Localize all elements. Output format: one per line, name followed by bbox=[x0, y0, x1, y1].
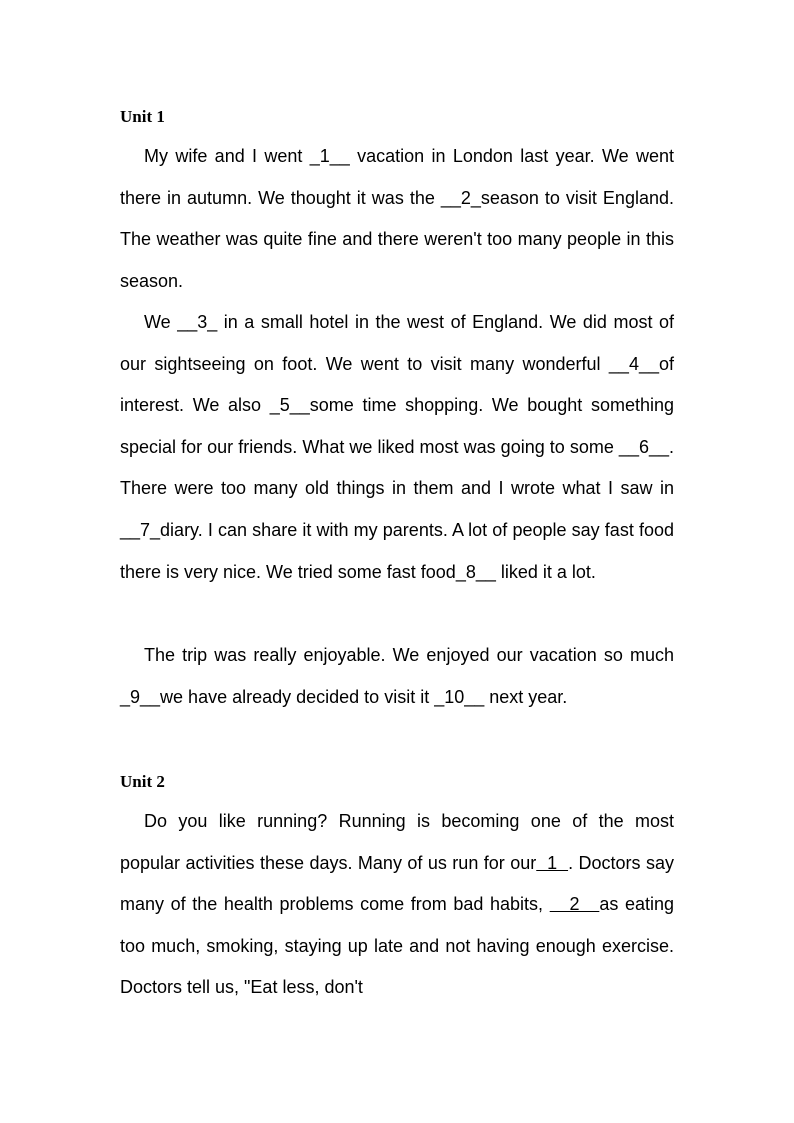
unit-1-heading: Unit 1 bbox=[120, 107, 165, 126]
blank-1: 1 bbox=[536, 852, 569, 873]
unit-2-paragraph-1 bbox=[120, 801, 674, 1009]
unit-2-text-part-2: . Doctors say many of the health problems come from bad habits, bbox=[120, 852, 674, 915]
unit-2-heading: Unit 2 bbox=[120, 772, 165, 791]
unit-2-text-part-3: as eating too much, smoking, staying up late and not having enough exercise. Doctors tell us, "Eat less, don't bbox=[120, 894, 674, 998]
unit-1-paragraph-1: My wife and I went _1__ vacation in London last year. We went there in autumn. We thought it was the __2_season to visit England. The weather was quite fine and there weren't too many people in this season. bbox=[120, 146, 674, 291]
blank-2: 2 bbox=[549, 894, 600, 915]
unit-2-text-part-1: Do you like running? Running is becoming one of the most popular activities these days. Many of us run for our bbox=[120, 811, 674, 873]
unit-1-paragraph-3: The trip was really enjoyable. We enjoyed our vacation so much _9__we have already decided to visit it _10__ next year. bbox=[120, 645, 674, 707]
unit-1-paragraph-2: We __3_ in a small hotel in the west of England. We did most of our sightseeing on foot. We went to visit many wonderful __4__of interest. We also _5__some time shopping. We bought something special for our friends. What we liked most was going to some __6__. There were too many old things in them and I wrote what I saw in __7_diary. I can share it with my parents. A lot of people say fast food there is very nice. We tried some fast food_8__ liked it a lot. bbox=[120, 312, 674, 582]
